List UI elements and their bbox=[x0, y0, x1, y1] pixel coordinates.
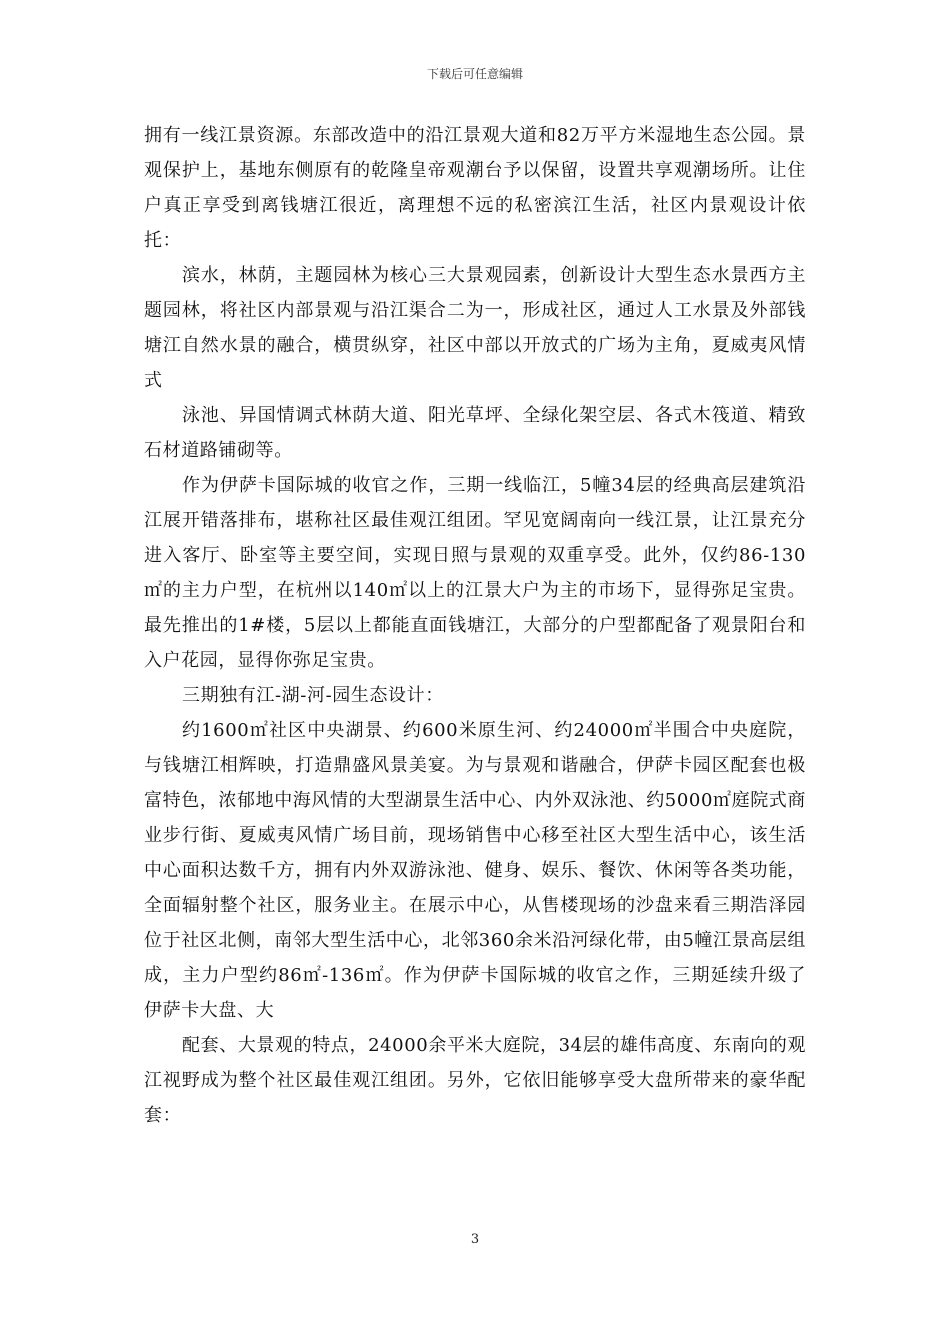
document-body bbox=[144, 118, 806, 1133]
paragraph-eco-design-heading: 三期独有江-湖-河-园生态设计： bbox=[182, 685, 444, 706]
page-number: 3 bbox=[470, 1232, 480, 1247]
paragraph-amenities: 配套、大景观的特点，24000余平米大庭院，34层的雄伟高度、东南向的观江视野成为整个社区最佳观江组团。另外，它依旧能够享受大盘所带来的豪华配套： bbox=[144, 1035, 806, 1126]
page-header: 下载后可任意编辑 bbox=[426, 67, 523, 81]
paragraph-pool-features: 泳池、异国情调式林荫大道、阳光草坪、全绿化架空层、各式木筏道、精致石材道路铺砌等。 bbox=[144, 405, 806, 461]
paragraph-lake-and-facilities: 约1600㎡社区中央湖景、约600米原生河、约24000㎡半围合中央庭院，与钱塘江相辉映，打造鼎盛风景美宴。为与景观和谐融合，伊萨卡园区配套也极富特色，浓郁地中海风情的大型湖景生活中心、内外双泳池、约5000㎡庭院式商业步行街、夏威夷风情广场目前，现场销售中心移至社区大型生活中心，该生活中心面积达数千方，拥有内外双游泳池、健身、娱乐、餐饮、休闲等各类功能，全面辐射整个社区，服务业主。在展示中心，从售楼现场的沙盘来看三期浩泽园位于社区北侧，南邻大型生活中心，北邻360余米沿河绿化带，由5幢江景高层组成，主力户型约86㎡-136㎡。作为伊萨卡国际城的收官之作，三期延续升级了伊萨卡大盘、大 bbox=[144, 720, 807, 1021]
paragraph-continuation: 拥有一线江景资源。东部改造中的沿江景观大道和82万平方米湿地生态公园。景观保护上，基地东侧原有的乾隆皇帝观潮台予以保留，设置共享观潮场所。让住户真正享受到离钱塘江很近，离理想不远的私密滨江生活，社区内景观设计依托： bbox=[144, 125, 806, 251]
paragraph-landscape-elements: 滨水，林荫，主题园林为核心三大景观园素，创新设计大型生态水景西方主题园林，将社区内部景观与沿江渠合二为一，形成社区，通过人工水景及外部钱塘江自然水景的融合，横贯纵穿，社区中部以开放式的广场为主角，夏威夷风情式 bbox=[144, 265, 806, 391]
paragraph-phase-three: 作为伊萨卡国际城的收官之作，三期一线临江，5幢34层的经典高层建筑沿江展开错落排布，堪称社区最佳观江组团。罕见宽阔南向一线江景，让江景充分进入客厅、卧室等主要空间，实现日照与景观的双重享受。此外，仅约86-130㎡的主力户型，在杭州以140㎡以上的江景大户为主的市场下，显得弥足宝贵。最先推出的1#楼，5层以上都能直面钱塘江，大部分的户型都配备了观景阳台和入户花园，显得你弥足宝贵。 bbox=[144, 475, 806, 671]
